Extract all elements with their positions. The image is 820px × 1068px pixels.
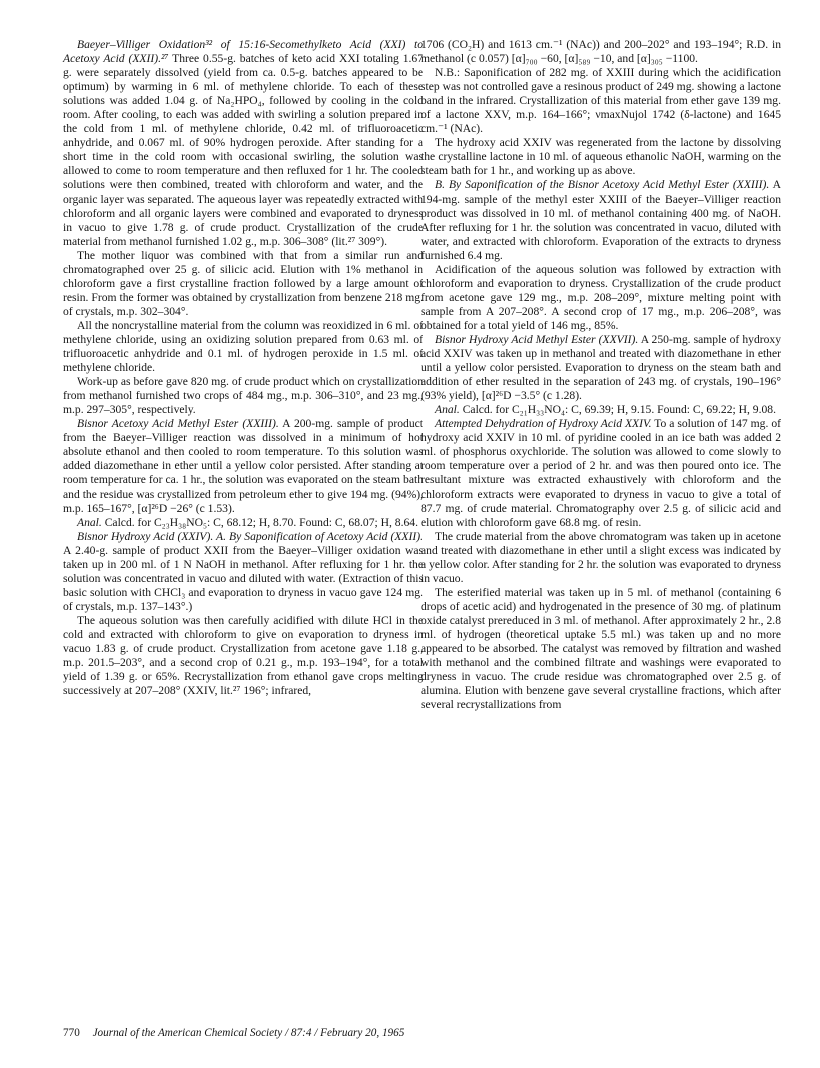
journal-citation: Journal of the American Chemical Society / 87:4 / February 20, 1965 (92, 1027, 405, 1039)
paragraph (421, 66, 781, 136)
section-heading: Bisnor Hydroxy Acid Methyl Ester (XXVII). (435, 332, 639, 346)
paragraph (63, 319, 423, 375)
paragraph-text: The crude material from the above chromatogram was taken up in acetone and treated with diazomethane in ether until a slight excess was indicated by a yellow color. After standing for 2 hr. the solution was evaporated to dryness in vacuo. (421, 529, 781, 585)
paragraph (421, 417, 781, 529)
paragraph (421, 178, 781, 262)
paragraph (421, 136, 781, 178)
paragraph-text: Three 0.55-g. batches of keto acid XXI totaling 1.67 g. were separately dissolved (yield from ca. 0.5-g. batches appeared to be optimum) by warming in 6 ml. of methylene chloride. To each of these solutions was added 1.04 g. of Na₂HPO₄, followed by cooling in the cold room. After cooling, to each was added with swirling a solution prepared in the cold from 1 ml. of methylene chloride, 0.42 ml. of trifluoroacetic anhydride, and 0.067 ml. of 90% hydrogen peroxide. After standing for a short time in the cold room with occasional swirling, the solution was allowed to come to room temperature and then refluxed for 1 hr. The cooled solutions were then combined, treated with chloroform and water, and the organic layer was separated. The aqueous layer was repeatedly extracted with chloroform and all organic layers were combined and evaporated to dryness in vacuo to give 1.78 g. of crude product. Crystallization of the crude material from methanol furnished 1.02 g., m.p. 306–308° (lit.²⁷ 309°). (63, 52, 424, 248)
paragraph (63, 530, 423, 614)
paragraph-text: A 194-mg. sample of the methyl ester XXIII of the Baeyer–Villiger reaction product was dissolved in 10 ml. of methanol containing 400 mg. of NaOH. After refluxing for 1 hr. the solution was concentrated in vacuo, diluted with water, and extracted with chloroform. Evaporation of the extracts to dryness furnished 6.4 mg. (421, 178, 781, 262)
paragraph (421, 333, 781, 403)
paragraph (63, 375, 423, 417)
paragraph (421, 38, 781, 66)
paragraph-text: The esterified material was taken up in 5 ml. of methanol (containing 6 drops of acetic acid) and hydrogenated in the presence of 30 mg. of platinum oxide catalyst prereduced in 3 ml. of methanol. After approximately 2 hr., 2.8 ml. of hydrogen (theoretical uptake 5.5 ml.) was taken up and no more appeared to be absorbed. The catalyst was removed by filtration and washed with methanol and the combined filtrate and washings were evaporated to dryness in vacuo. The crude residue was chromatographed over 2.5 g. of alumina. Elution with benzene gave several crystalline fractions, which after several recrystallizations from (421, 585, 781, 712)
paragraph (421, 263, 781, 333)
section-heading: B. By Saponification of the Bisnor Acetoxy Acid Methyl Ester (XXIII). (435, 178, 770, 192)
paragraph-text: To a solution of 147 mg. of hydroxy acid XXIV in 10 ml. of pyridine cooled in an ice bath was added 2 ml. of phosphorus oxychloride. The solution was allowed to come slowly to room temperature over a period of 2 hr. and was then poured onto ice. The resultant mixture was extracted exhaustively with chloroform and the chloroform extracts were evaporated to dryness in vacuo to give a total of 87.7 mg. of crude material. Chromatography over 2.5 g. of silicic acid and elution with chloroform gave 68.8 mg. of resin. (421, 417, 781, 529)
paragraph-text: Acidification of the aqueous solution was followed by extraction with chloroform and evaporation to dryness. Crystallization of the crude product from acetone gave 129 mg., m.p. 208–209°, mixture melting point with sample from A 207–208°. A second crop of 17 mg., m.p. 206–208°, was obtained for a total yield of 146 mg., 85%. (421, 262, 781, 332)
paragraph (63, 249, 423, 319)
paragraph-text: The hydroxy acid XXIV was regenerated from the lactone by dissolving the crystalline lactone in 10 ml. of aqueous ethanolic NaOH, warming on the steam bath for 1 hr., and working up as above. (421, 136, 781, 178)
paragraph-text: A 200-mg. sample of product from the Baeyer–Villiger reaction was dissolved in a minimum of hot absolute ethanol and then cooled to room temperature. To this solution was added diazomethane in ether until a yellow color persisted. After standing at room temperature for ca. 1 hr., the solution was evaporated on the steam bath and the residue was crystallized from petroleum ether to give 194 mg. (94%), m.p. 165–167°, [α]²⁶D −26° (c 1.53). (63, 417, 424, 515)
paragraph (421, 403, 781, 417)
left-column (63, 38, 423, 698)
paragraph-text: All the noncrystalline material from the column was reoxidized in 6 ml. of methylene chloride, using an oxidizing solution prepared from 0.63 ml. of trifluoroacetic anhydride and 0.1 ml. of hydrogen peroxide in 1.5 ml. of methylene chloride. (63, 318, 423, 375)
section-heading: Bisnor Acetoxy Acid Methyl Ester (XXIII). (77, 417, 279, 431)
section-heading: Attempted Dehydration of Hydroxy Acid XXIV. (435, 417, 652, 431)
paragraph (63, 516, 423, 530)
paragraph (421, 586, 781, 712)
section-heading: Anal. (77, 515, 102, 529)
page-number: 770 (63, 1027, 80, 1039)
paragraph (421, 530, 781, 586)
paragraph (63, 417, 423, 515)
section-heading: Baeyer–Villiger Oxidation³² of 15:16-Secomethylketo Acid (XXI) to Acetoxy Acid (XXII).²⁷ (63, 38, 423, 66)
paragraph-text: A 2.40-g. sample of product XXII from the Baeyer–Villiger oxidation was taken up in 200 ml. of 1 N NaOH in methanol. After refluxing for 1 hr. the solution was concentrated in vacuo and diluted with water. (Extraction of this basic solution with CHCl₃ and evaporation to dryness in vacuo gave 124 mg. of crystals, m.p. 137–143°.) (63, 543, 423, 613)
page-footer (63, 1027, 404, 1039)
paragraph-text: Calcd. for C₂₁H₃₃NO₄: C, 69.39; H, 9.15. Found: C, 69.22; H, 9.08. (459, 403, 776, 417)
paragraph-text: A 250-mg. sample of hydroxy acid XXIV was taken up in methanol and treated with diazomethane in ether until a yellow color persisted. Evaporation to dryness on the steam bath and addition of ether resulted in the separation of 243 mg. of crystals, 190–196° (93% yield), [α]²⁶D −3.5° (c 1.28). (421, 332, 781, 403)
right-column (421, 38, 781, 712)
paragraph-text: Calcd. for C₂₃H₃₈NO₅: C, 68.12; H, 8.70. Found: C, 68.07; H, 8.64. (101, 515, 418, 529)
paragraph (63, 38, 423, 249)
paragraph-text: The aqueous solution was then carefully acidified with dilute HCl in the cold and extracted with chloroform to give on evaporation to dryness in vacuo 1.83 g. of crude product. Crystallization from acetone gave 1.18 g., m.p. 201.5–203°, and a second crop of 0.21 g., m.p. 193–194°, for a total yield of 1.39 g. or 65%. Recrystallization from ethanol gave crops melting successively at 207–208° (XXIV, lit.²⁷ 196°; infrared, (63, 613, 423, 698)
section-heading: Anal. (435, 403, 460, 417)
paragraph (63, 614, 423, 698)
paragraph-text: N.B.: Saponification of 282 mg. of XXIII during which the acidification step was not controlled gave a resinous product of 249 mg. showing a lactone band in the infrared. Crystallization of this material from ether gave 139 mg. of a lactone XXV, m.p. 164–166°; νmaxNujol 1742 (δ-lactone) and 1645 cm.⁻¹ (NAc). (421, 66, 781, 136)
paragraph-text: The mother liquor was combined with that from a similar run and chromatographed over 25 g. of silicic acid. Elution with 1% methanol in chloroform gave a first crystalline fraction followed by a large amount of resin. From the former was obtained by crystallization from benzene 218 mg. of crystals, m.p. 302–304°. (63, 248, 423, 318)
paragraph-text: 1706 (CO₂H) and 1613 cm.⁻¹ (NAc)) and 200–202° and 193–194°; R.D. in methanol (c 0.057) [α]₇₀₀ −60, [α]₅₈₉ −10, and [α]₃₀₅ −1100. (421, 38, 781, 66)
section-heading: Bisnor Hydroxy Acid (XXIV). A. By Saponification of Acetoxy Acid (XXII). (77, 529, 423, 543)
paragraph-text: Work-up as before gave 820 mg. of crude product which on crystallization from methanol furnished two crops of 484 mg., m.p. 306–310°, and 23 mg., m.p. 297–305°, respectively. (63, 375, 423, 417)
